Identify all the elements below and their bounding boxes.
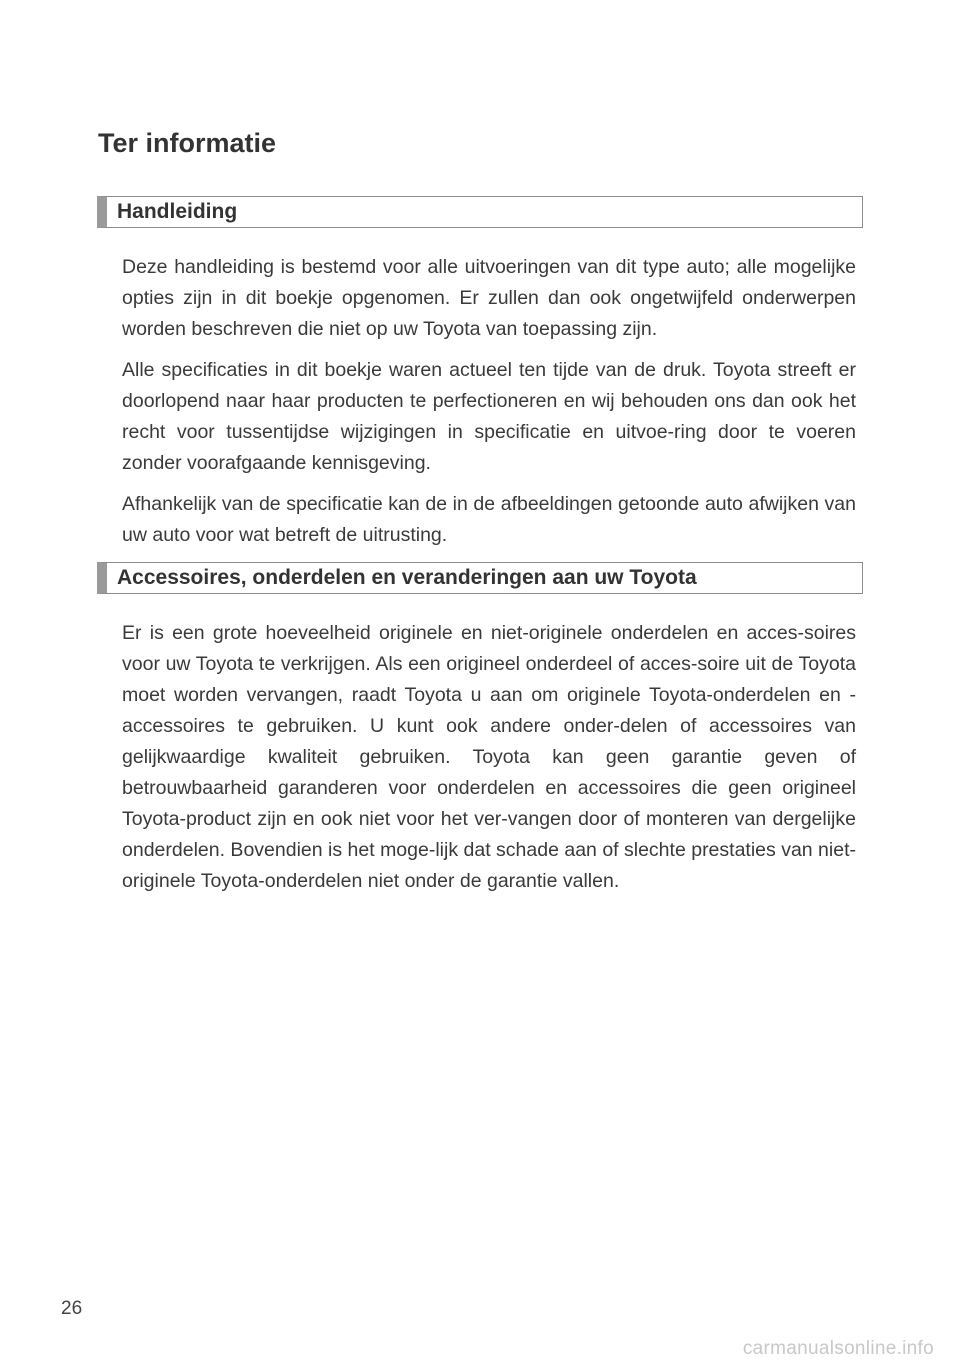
paragraph: Alle specificaties in dit boekje waren actueel ten tijde van de druk. Toyota streeft er doorlopend naar haar producten te perfectioneren en wij behouden ons dan ook het recht voor tussentijdse wijzigingen in specificatie en uitvoe-ring door te voeren zonder voorafgaande kennisgeving.: [122, 359, 856, 474]
section-body-accessoires: [122, 618, 856, 907]
section-body-handleiding: [122, 252, 856, 561]
page-number: 26: [61, 1298, 83, 1319]
paragraph: Afhankelijk van de specificatie kan de in de afbeeldingen getoonde auto afwijken van uw auto voor wat betreft de uitrusting.: [122, 493, 856, 546]
paragraph: Deze handleiding is bestemd voor alle uitvoeringen van dit type auto; alle mogelijke opties zijn in dit boekje opgenomen. Er zullen dan ook ongetwijfeld onderwerpen worden beschreven die niet op uw Toyota van toepassing zijn.: [122, 256, 856, 340]
watermark: carmanualsonline.info: [742, 1338, 934, 1359]
page-title: Ter informatie: [98, 128, 277, 158]
section-header-accessoires: Accessoires, onderdelen en veranderingen aan uw Toyota: [97, 562, 863, 594]
paragraph: Er is een grote hoeveelheid originele en niet-originele onderdelen en acces-soires voor uw Toyota te verkrijgen. Als een origineel onderdeel of acces-soire uit de Toyota moet worden vervangen, raadt Toyota u aan om originele Toyota-onderdelen en -accessoires te gebruiken. U kunt ook andere onder-delen of accessoires van gelijkwaardige kwaliteit gebruiken. Toyota kan geen garantie geven of betrouwbaarheid garanderen voor onderdelen en accessoires die geen origineel Toyota-product zijn en ook niet voor het ver-vangen door of monteren van dergelijke onderdelen. Bovendien is het moge-lijk dat schade aan of slechte prestaties van niet-originele Toyota-onderdelen niet onder de garantie vallen.: [122, 622, 856, 892]
section-header-handleiding: Handleiding: [97, 196, 863, 228]
